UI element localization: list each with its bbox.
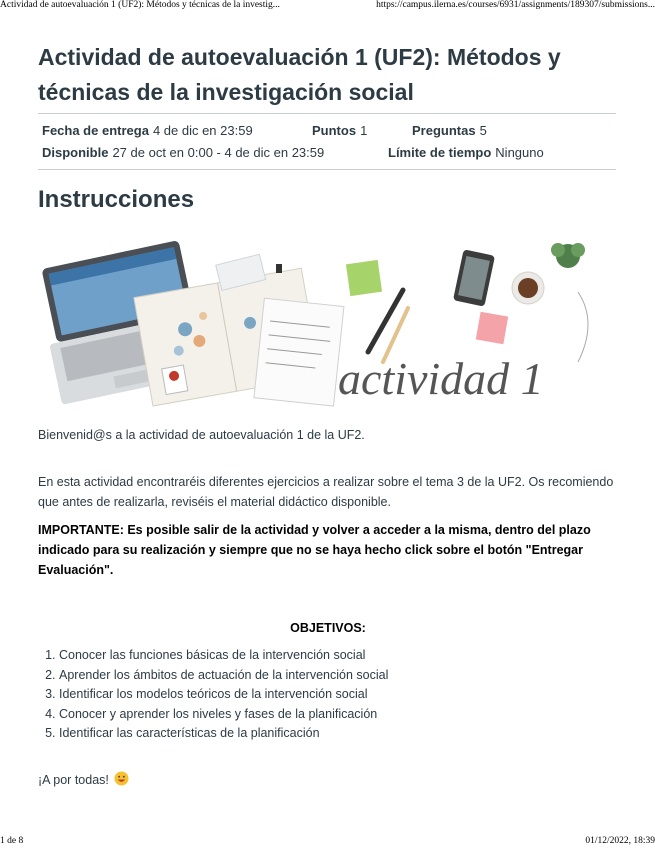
print-footer: [0, 836, 655, 846]
availability: Disponible 27 de oct en 0:00 - 4 de dic en 23:59: [42, 145, 325, 160]
page-count: 1 de 8: [0, 836, 24, 846]
green-sticky-note: [346, 260, 382, 296]
due-date: Fecha de entrega 4 de dic en 23:59: [42, 123, 253, 138]
print-header: [0, 0, 655, 10]
details-top-divider: [38, 113, 616, 114]
print-header-title: Actividad de autoevaluación 1 (UF2): Métodos y técnicas de la investig...: [0, 0, 280, 10]
pink-sticky-note: [476, 312, 508, 344]
notepad-illustration: [254, 298, 344, 406]
page-title: Actividad de autoevaluación 1 (UF2): Métodos y técnicas de la investigación social: [38, 44, 561, 105]
objectives-title: OBJETIVOS:: [290, 621, 366, 635]
instructions-heading: Instrucciones: [38, 186, 195, 213]
time-limit: Límite de tiempo Ninguno: [388, 145, 544, 160]
activity-banner-image: [38, 232, 616, 414]
plant-illustration: [551, 243, 585, 268]
questions: Preguntas 5: [412, 123, 487, 138]
print-header-url: https://campus.ilerna.es/courses/6931/assignments/189307/submissions...: [376, 0, 655, 10]
objective-item: 3. Identificar los modelos teóricos de la intervención social: [59, 685, 388, 705]
banner-caption: actividad 1: [338, 353, 544, 404]
grinning-emoji-icon: [114, 771, 129, 786]
objectives-list: [38, 646, 388, 744]
intro-text: En esta actividad encontraréis diferentes ejercicios a realizar sobre el tema 3 de la UF2. Os recomiendo que antes de realizarla, reviséis el material didáctico disponible.: [38, 475, 614, 509]
welcome-text: Bienvenid@s a la actividad de autoevaluación 1 de la UF2.: [38, 428, 365, 442]
important-notice: IMPORTANTE: Es posible salir de la actividad y volver a acceder a la misma, dentro del plazo indicado para su realización y siempre que no se haya hecho click sobre el botón "Entregar Evaluación".: [38, 523, 591, 577]
points: Puntos 1: [312, 123, 368, 138]
objective-item: 4. Conocer y aprender los niveles y fases de la planificación: [59, 705, 388, 725]
print-timestamp: 01/12/2022, 18:39: [585, 836, 655, 846]
objective-item: 1. Conocer las funciones básicas de la intervención social: [59, 646, 388, 666]
objective-item: 2. Aprender los ámbitos de actuación de la intervención social: [59, 666, 388, 686]
objective-item: 5. Identificar las características de la planificación: [59, 724, 388, 744]
coffee-cup-illustration: [518, 278, 538, 298]
details-bottom-divider: [38, 169, 616, 170]
details-row-1: [42, 123, 253, 138]
closing-text: ¡A por todas!: [38, 770, 618, 790]
